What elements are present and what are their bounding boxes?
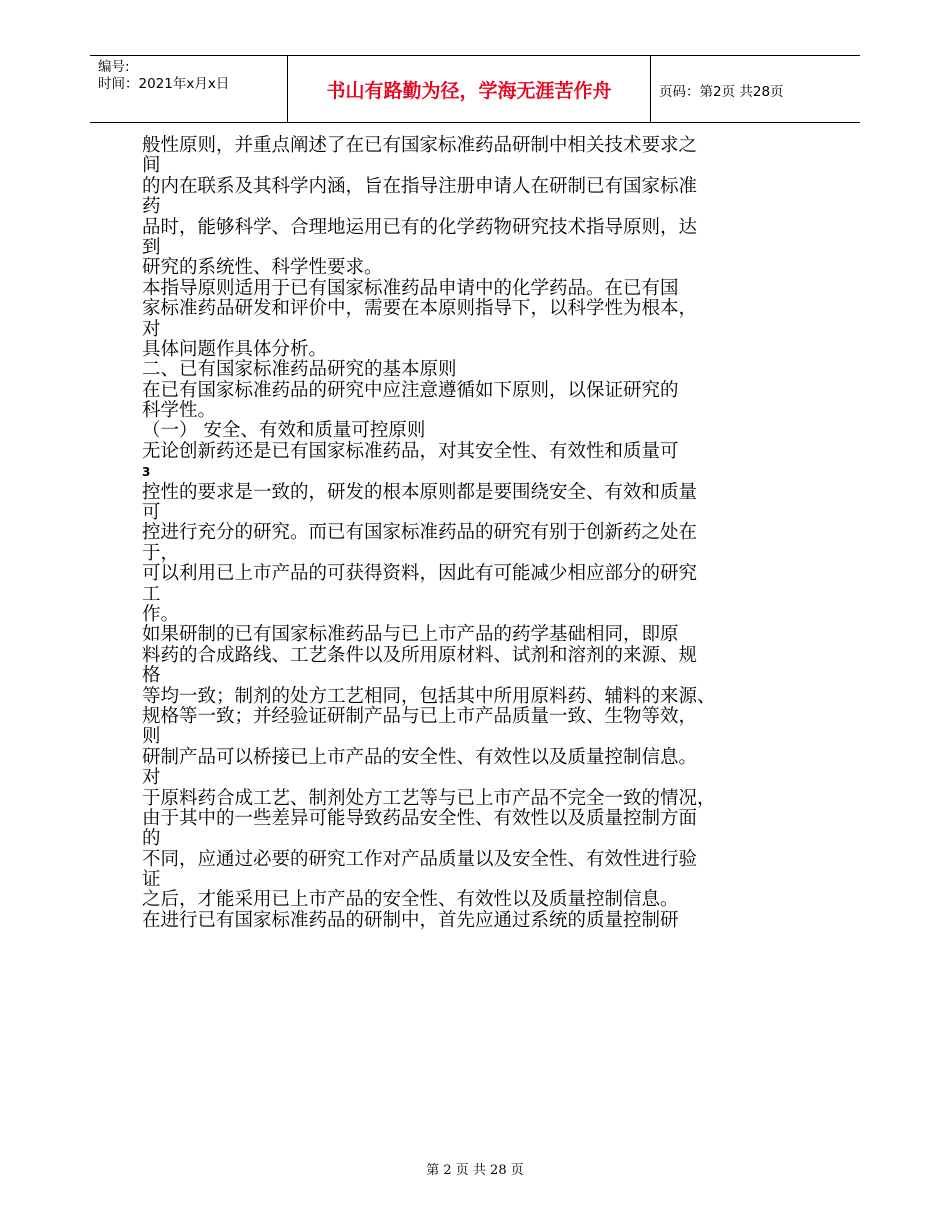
text-line: 二、已有国家标准药品研究的基本原则	[142, 359, 457, 381]
text-line: 到	[142, 236, 161, 258]
text-line: 如果研制的已有国家标准药品与已上市产品的药学基础相同，即原	[142, 624, 679, 646]
header-meta	[98, 59, 278, 93]
text-line: 在已有国家标准药品的研究中应注意遵循如下原则，以保证研究的	[142, 379, 679, 401]
text-line: 证	[142, 869, 161, 891]
text-line: 不同，应通过必要的研究工作对产品质量以及安全性、有效性进行验	[142, 848, 698, 870]
text-line: 于原料药合成工艺、制剂处方工艺等与已上市产品不完全一致的情况，	[142, 787, 716, 809]
text-line: 间	[142, 155, 161, 177]
text-line: 的	[142, 828, 161, 850]
text-line: 控进行充分的研究。而已有国家标准药品的研究有别于创新药之处在	[142, 522, 698, 544]
header-divider	[650, 56, 651, 122]
page-footer: 第 2 页 共 28 页	[426, 1163, 524, 1178]
page-header	[90, 55, 860, 123]
time-label: 时间：2021年x月x日	[98, 76, 230, 92]
text-line: （一） 安全、有效和质量可控原则	[142, 420, 426, 442]
text-line: 研制产品可以桥接已上市产品的安全性、有效性以及质量控制信息。	[142, 746, 698, 768]
text-line: 控性的要求是一致的，研发的根本原则都是要围绕安全、有效和质量	[142, 481, 698, 503]
number-label: 编号:	[98, 59, 130, 75]
text-line: 家标准药品研发和评价中，需要在本原则指导下，以科学性为根本，	[142, 298, 698, 320]
text-line: 可以利用已上市产品的可获得资料，因此有可能减少相应部分的研究	[142, 563, 698, 585]
margin-number: 3	[142, 465, 151, 480]
text-line: 药	[142, 196, 161, 218]
text-line: 由于其中的一些差异可能导致药品安全性、有效性以及质量控制方面	[142, 807, 698, 829]
text-line: 具体问题作具体分析。	[142, 338, 328, 360]
text-line: 则	[142, 726, 161, 748]
text-line: 于，	[142, 542, 180, 564]
text-line: 无论创新药还是已有国家标准药品，对其安全性、有效性和质量可	[142, 440, 679, 462]
text-line: 本指导原则适用于已有国家标准药品申请中的化学药品。在已有国	[142, 277, 679, 299]
text-line: 在进行已有国家标准药品的研制中，首先应通过系统的质量控制研	[142, 909, 679, 931]
text-line: 规格等一致；并经验证研制产品与已上市产品质量一致、生物等效，	[142, 705, 698, 727]
text-line: 之后，才能采用已上市产品的安全性、有效性以及质量控制信息。	[142, 889, 679, 911]
text-line: 作。	[142, 603, 180, 625]
text-line: 等均一致；制剂的处方工艺相同，包括其中所用原料药、辅料的来源、	[142, 685, 716, 707]
text-line: 格	[142, 665, 161, 687]
document-body	[142, 136, 822, 931]
text-line: 研究的系统性、科学性要求。	[142, 257, 383, 279]
text-line: 对	[142, 318, 161, 340]
header-page-info: 页码：第2页 共28页	[659, 84, 784, 100]
header-motto: 书山有路勤为径，学海无涯苦作舟	[326, 79, 612, 102]
text-line: 般性原则，并重点阐述了在已有国家标准药品研制中相关技术要求之	[142, 135, 698, 156]
text-line: 对	[142, 767, 161, 789]
text-line: 料药的合成路线、工艺条件以及所用原材料、试剂和溶剂的来源、规	[142, 644, 698, 666]
text-line: 科学性。	[142, 400, 217, 422]
text-line: 品时，能够科学、合理地运用已有的化学药物研究技术指导原则，达	[142, 216, 698, 238]
text-line: 工	[142, 583, 161, 605]
text-line: 的内在联系及其科学内涵，旨在指导注册申请人在研制已有国家标准	[142, 175, 698, 197]
text-line: 可	[142, 502, 161, 524]
